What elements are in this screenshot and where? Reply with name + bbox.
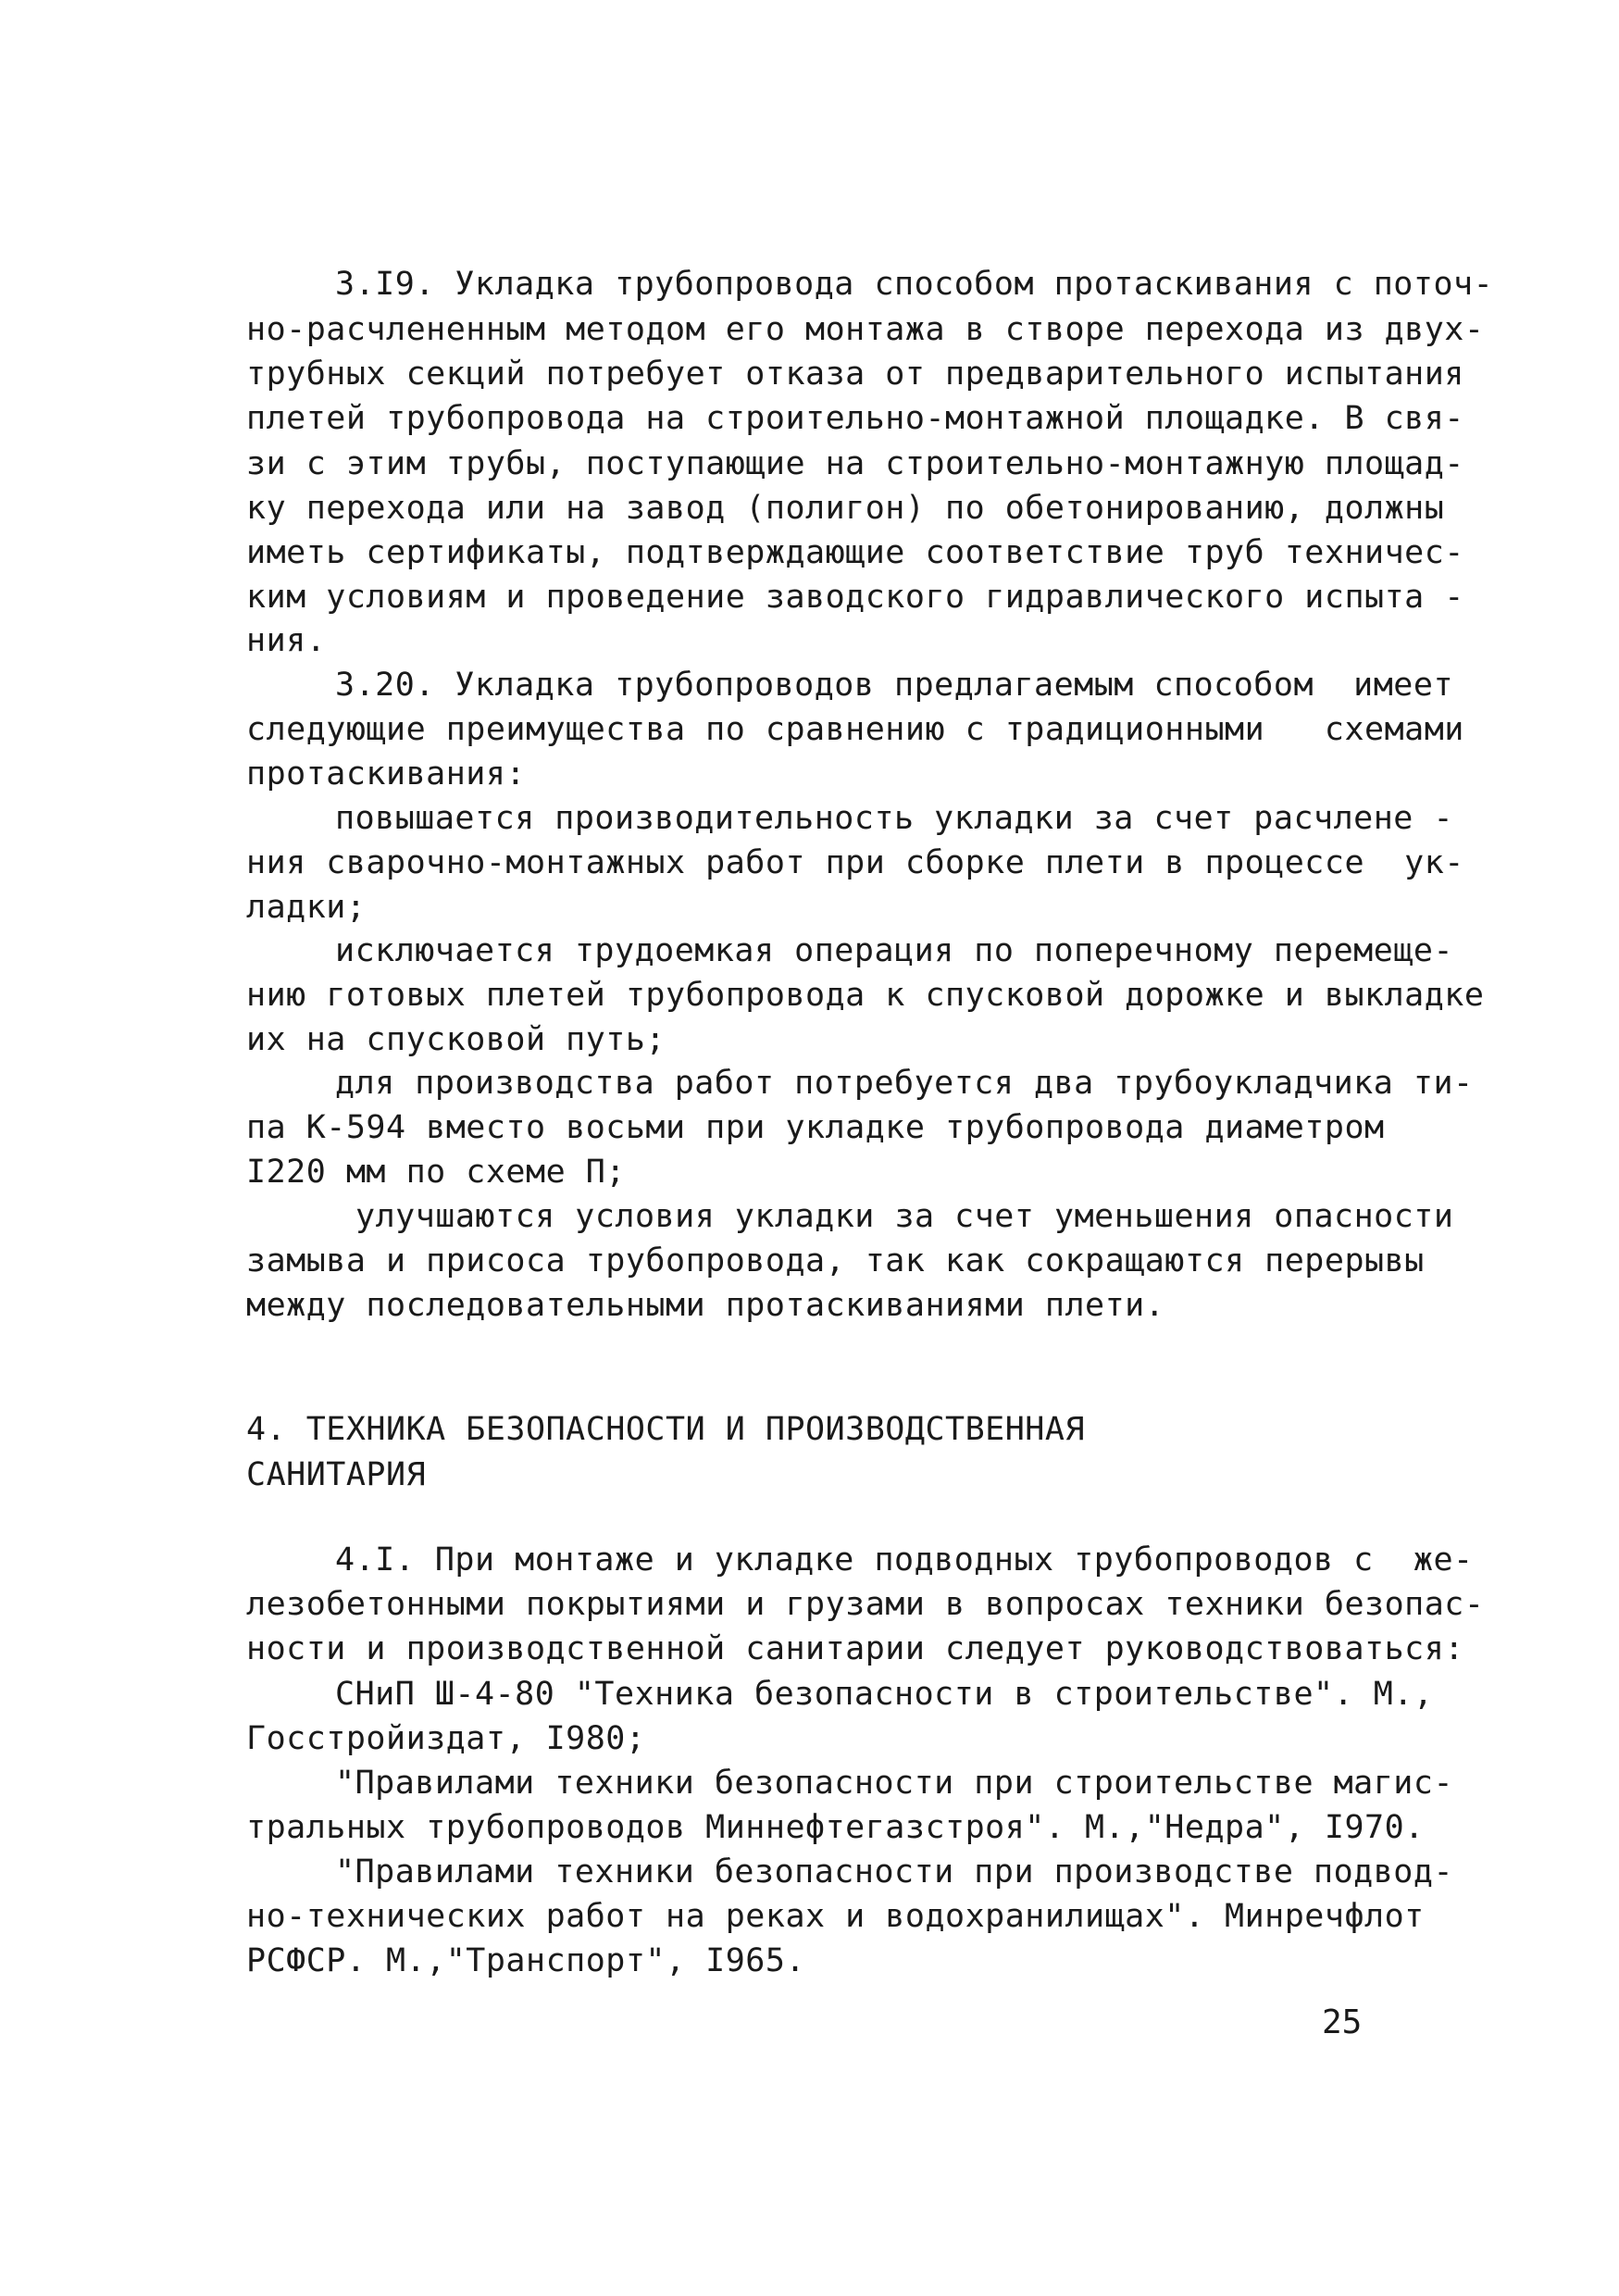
text-line: иметь сертификаты, подтверждающие соответствие труб техничес- [246,534,1464,571]
text-line: Госстройиздат, I980; [246,1720,646,1757]
text-line: "Правилами техники безопасности при производстве подвод- [335,1853,1454,1890]
text-line: зи с этим трубы, поступающие на строительно-монтажную площад- [246,445,1464,482]
text-line: СНиП Ш-4-80 "Техника безопасности в строительстве". М., [335,1676,1434,1713]
text-line: плетей трубопровода на строительно-монтажной площадке. В свя- [246,400,1464,437]
text-line: трубных секций потребует отказа от предварительного испытания [246,356,1464,393]
text-line: ким условиям и проведение заводского гидравлического испыта - [246,579,1464,616]
text-line: нию готовых плетей трубопровода к спусковой дорожке и выкладке [246,977,1485,1014]
section-heading: 4. ТЕХНИКА БЕЗОПАСНОСТИ И ПРОИЗВОДСТВЕННАЯ [246,1411,1086,1448]
text-line: их на спусковой путь; [246,1021,666,1058]
page-number: 25 [1322,2003,1363,2041]
text-line: повышается производительность укладки за счет расчлене - [335,800,1454,837]
text-line: 3.20. Укладка трубопроводов предлагаемым способом имеет [335,667,1454,704]
text-line: ния сварочно-монтажных работ при сборке плети в процессе ук- [246,844,1464,881]
text-line: но-технических работ на реках и водохранилищах". Минречфлот [246,1898,1425,1935]
text-line: замыва и присоса трубопровода, так как сокращаются перерывы [246,1242,1425,1279]
section-heading: САНИТАРИЯ [246,1456,427,1493]
text-line: РСФСР. М.,"Транспорт", I965. [246,1942,806,1979]
text-line: ладки; [246,889,367,926]
text-line: па К-594 вместо восьми при укладке трубопровода диаметром [246,1109,1385,1146]
text-line: I220 мм по схеме П; [246,1154,626,1191]
text-line: ния. [246,622,327,659]
text-line: но-расчлененным методом его монтажа в створе перехода из двух- [246,311,1485,348]
text-line: 4.I. При монтаже и укладке подводных трубопроводов с же- [335,1541,1474,1578]
text-line: ности и производственной санитарии следует руководствоваться: [246,1630,1464,1667]
text-line: протаскивания: [246,755,527,792]
text-line: следующие преимущества по сравнению с традиционными схемами [246,711,1464,748]
text-line: исключается трудоемкая операция по поперечному перемеще- [335,932,1454,969]
text-line: 3.I9. Укладка трубопровода способом протаскивания с поточ- [335,266,1494,303]
text-line: для производства работ потребуется два трубоукладчика ти- [335,1065,1474,1102]
text-line: "Правилами техники безопасности при строительстве магис- [335,1765,1454,1802]
text-line: улучшаются условия укладки за счет уменьшения опасности [355,1198,1454,1235]
text-line: тральных трубопроводов Миннефтегазстроя". М.,"Недра", I970. [246,1809,1425,1846]
text-line: между последовательными протаскиваниями плети. [246,1287,1165,1324]
text-line: ку перехода или на завод (полигон) по обетонированию, должны [246,490,1445,527]
text-line: лезобетонными покрытиями и грузами в вопросах техники безопас- [246,1586,1485,1623]
